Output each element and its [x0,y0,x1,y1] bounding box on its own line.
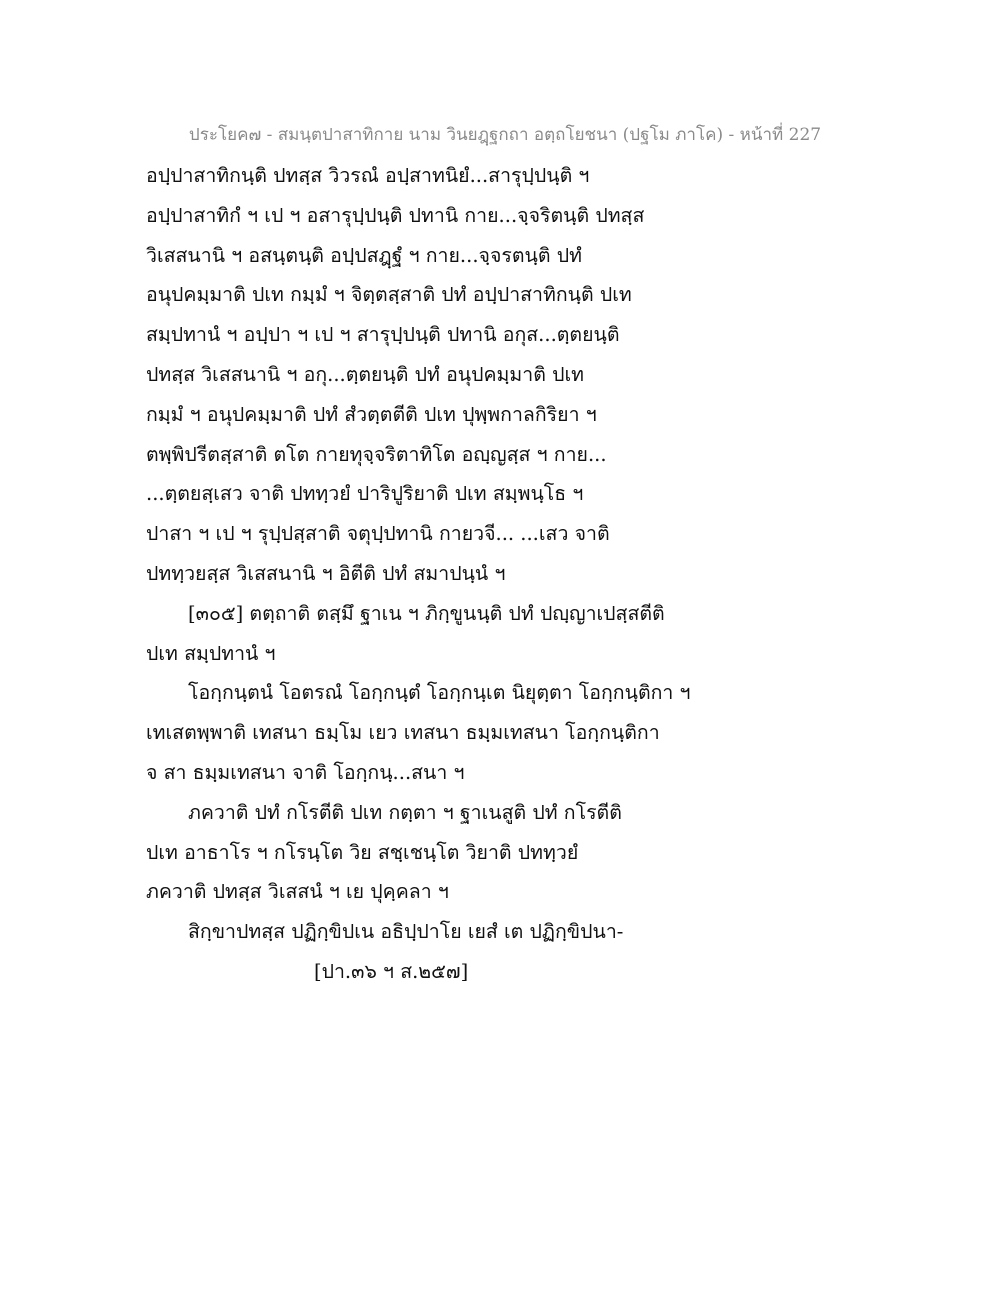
text-line: อปฺปาสาทิกนฺติ ปทสฺส วิวรณํ อปฺสาทนิยํ...สารุปฺปนฺติ ฯ [146,164,590,187]
page-header: ประโยค๗ - สมนฺตปาสาทิกาย นาม วินยฎฺฐกถา อตฺถโยชนา (ปฐโม ภาโค) - หน้าที่ 227 [188,125,822,145]
text-line: กมฺมํ ฯ อนุปคมฺมาติ ปทํ สํวตฺตตีติ ปเท ปุพฺพกาลกิริยา ฯ [146,402,597,426]
text-line: สมฺปทานํ ฯ อปฺปา ฯ เป ฯ สารุปฺปนฺติ ปทานิ อกุส...ตฺตยนฺติ [146,323,620,347]
body-text [146,156,866,992]
paragraph-start: ภควาติ ปทํ กโรตีติ ปเท กตฺตา ฯ ฐาเนสูติ ปทํ กโรตีติ [188,800,622,824]
text-line: วิเสสนานิ ฯ อสนฺตนฺติ อปฺปสฎฺฐํ ฯ กาย...จฺจรตนฺติ ปทํ [146,243,582,267]
paragraph-start: โอกฺกนฺตนํ โอตรณํ โอกฺกนฺตํ โอกฺกนฺเต นิยุตฺตา โอกฺกนฺติกา ฯ [188,681,691,705]
text-line: ปาสา ฯ เป ฯ รุปฺปสฺสาติ จตุปฺปทานิ กายวจี... ...เสว จาติ [146,522,610,546]
text-line: ปทสฺส วิเสสนานิ ฯ อกุ...ตฺตยนฺติ ปทํ อนุปคมฺมาติ ปเท [146,362,584,386]
text-line: ...ตฺตยสฺเสว จาติ ปททฺวยํ ปาริปูริยาติ ปเท สมฺพนฺโธ ฯ [146,482,584,506]
text-line: ปเท สมฺปทานํ ฯ [146,641,276,665]
text-line: ปททฺวยสฺส วิเสสนานิ ฯ อิตีติ ปทํ สมาปนฺนํ ฯ [146,561,506,585]
page-reference: [ปา.๓๖ ฯ ส.๒๕๗] [314,959,469,983]
text-line: ปเท อาธาโร ฯ กโรนฺโต วิย สชฺเชนฺโต วิยาติ ปททฺวยํ [146,840,579,864]
text-line: อปฺปาสาทิกํ ฯ เป ฯ อสารุปฺปนฺติ ปทานิ กาย...จฺจริตนฺติ ปทสฺส [146,203,645,227]
text-line: ตพฺพิปรีตสฺสาติ ตโต กายทุจฺจริตาทิโต อญฺญสฺส ฯ กาย... [146,442,607,466]
paragraph-start: สิกฺขาปทสฺส ปฏิกฺขิปเน อธิปฺปาโย เยสํ เต ปฏิกฺขิปนา- [188,920,624,944]
section-305-start: [๓๐๕] ตตฺถาติ ตสฺมึ ฐาเน ฯ ภิกฺขูนนฺติ ปทํ ปญฺญาเปสฺสตีติ [188,601,665,625]
text-line: ภควาติ ปทสฺส วิเสสนํ ฯ เย ปุคฺคลา ฯ [146,880,449,904]
text-line: จ สา ธมฺมเทสนา จาติ โอกฺกนฺ...สนา ฯ [146,760,465,784]
text-line: เทเสตพฺพาติ เทสนา ธมฺโม เยว เทสนา ธมฺมเทสนา โอกฺกนฺติกา [146,721,660,745]
text-line: อนุปคมฺมาติ ปเท กมฺมํ ฯ จิตฺตสฺสาติ ปทํ อปฺปาสาทิกนฺติ ปเท [146,283,632,307]
